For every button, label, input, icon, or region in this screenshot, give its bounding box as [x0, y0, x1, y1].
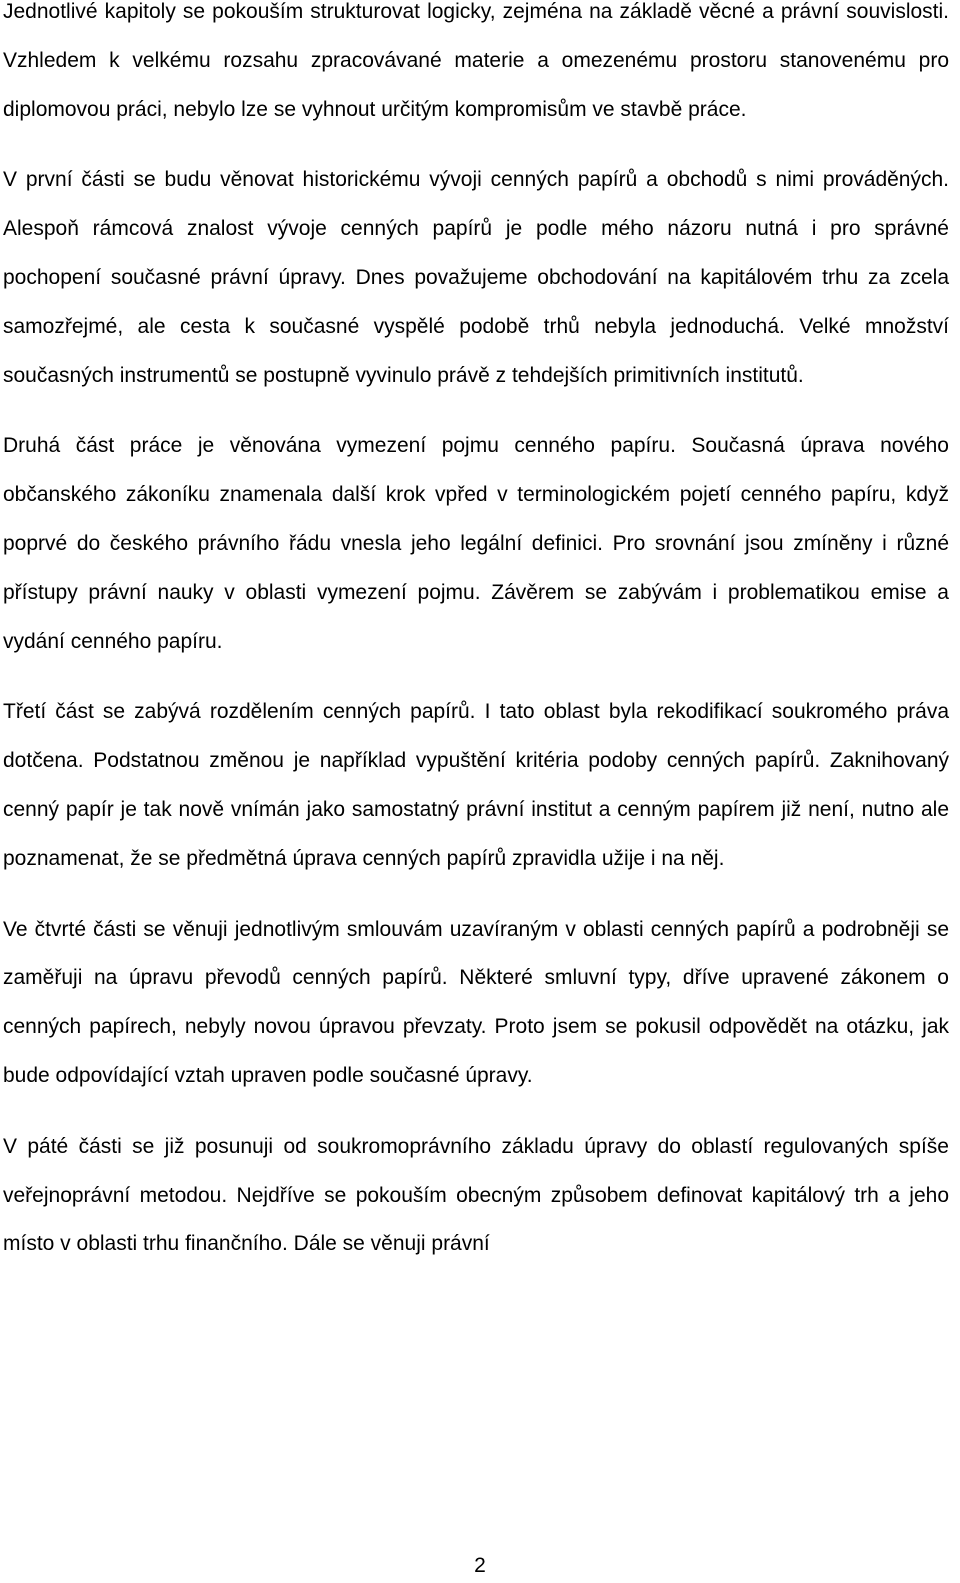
paragraph-second-part: Druhá část práce je věnována vymezení pojmu cenného papíru. Současná úprava nového občanského zákoníku znamenala další krok vpřed v terminologickém pojetí cenného papíru, když poprvé do českého právního řádu vnesla jeho legální definici. Pro srovnání jsou zmíněny i různé přístupy právní nauky v oblasti vymezení pojmu. Závěrem se zabývám i problematikou emise a vydání cenného papíru.	[3, 434, 949, 653]
page-number: 2	[474, 1554, 486, 1577]
paragraph-fifth-part: V páté části se již posunuji od soukromoprávního základu úpravy do oblastí regulovaných spíše veřejnoprávní metodou. Nejdříve se pokouším obecným způsobem definovat kapitálový trh a jeho místo v oblasti trhu finančního. Dále se věnuji právní	[3, 1134, 949, 1256]
paragraph-third-part: Třetí část se zabývá rozdělením cenných papírů. I tato oblast byla rekodifikací soukromého práva dotčena. Podstatnou změnou je například vypuštění kritéria podoby cenných papírů. Zaknihovaný cenný papír je tak nově vnímán jako samostatný právní institut a cenným papírem již není, nutno ale poznamenat, že se předmětná úprava cenných papírů zpravidla užije i na něj.	[3, 700, 949, 870]
paragraph-first-part: V první části se budu věnovat historickému vývoji cenných papírů a obchodů s nimi prováděných. Alespoň rámcová znalost vývoje cenných papírů je podle mého názoru nutná i pro správné pochopení současné právní úpravy. Dnes považujeme obchodování na kapitálovém trhu za zcela samozřejmé, ale cesta k současné vyspělé podobě trhů nebyla jednoduchá. Velké množství současných instrumentů se postupně vyvinulo právě z tehdejších primitivních institutů.	[3, 168, 949, 387]
document-body	[3, 0, 949, 1269]
paragraph-chapter-structure: Jednotlivé kapitoly se pokouším strukturovat logicky, zejména na základě věcné a právní souvislosti. Vzhledem k velkému rozsahu zpracovávané materie a omezenému prostoru stanovenému pro diplomovou práci, nebylo lze se vyhnout určitým kompromisům ve stavbě práce.	[3, 0, 949, 121]
paragraph-fourth-part: Ve čtvrté části se věnuji jednotlivým smlouvám uzavíraným v oblasti cenných papírů a podrobněji se zaměřuji na úpravu převodů cenných papírů. Některé smluvní typy, dříve upravené zákonem o cenných papírech, nebyly novou úpravou převzaty. Proto jsem se pokusil odpovědět na otázku, jak bude odpovídající vztah upraven podle současné úpravy.	[3, 917, 949, 1087]
